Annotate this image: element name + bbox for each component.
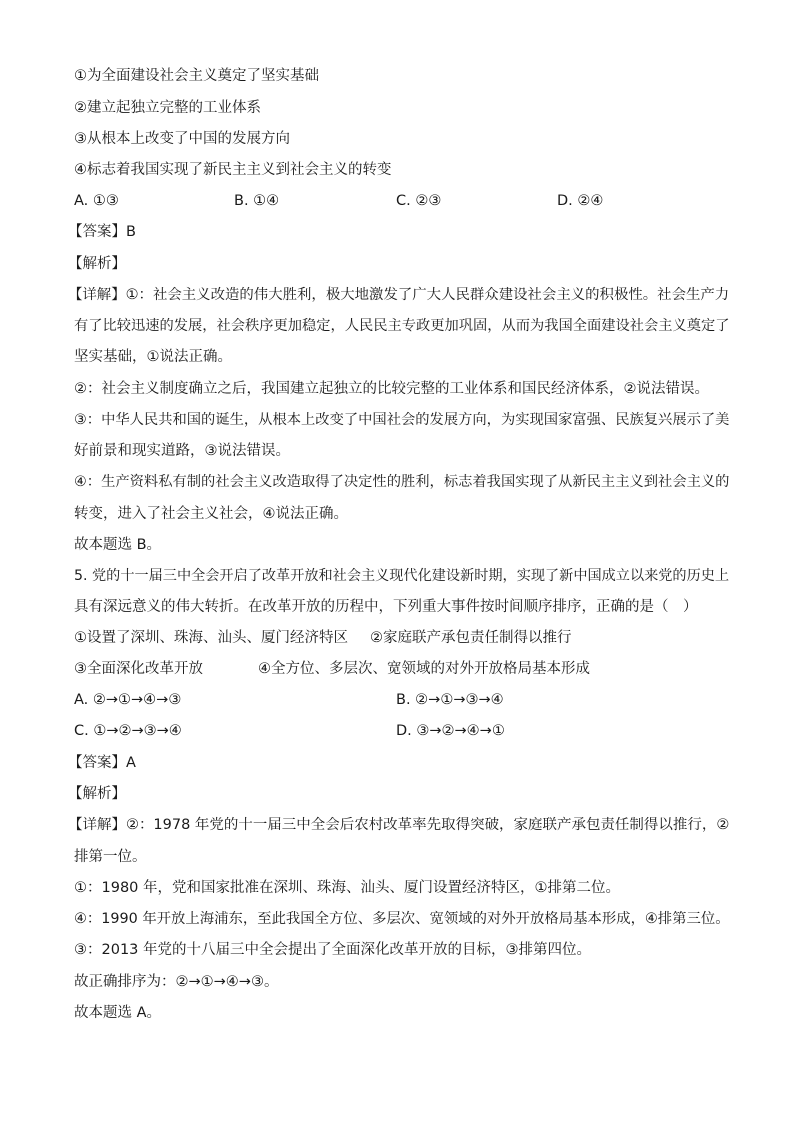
q5-analysis-label: 【解析】	[68, 786, 126, 802]
q5-stem-line-1: 5. 党的十一届三中全会开启了改革开放和社会主义现代化建设新时期，实现了新中国成立以来党的历史上	[74, 568, 730, 584]
q4-statement-2: ②建立起独立完整的工业体系	[74, 100, 261, 116]
q4-detail-line-8: 转变，进入了社会主义社会，④说法正确。	[74, 506, 348, 522]
q4-option-c: C. ②③	[396, 193, 442, 209]
q5-detail-line-5: ③：2013 年党的十八届三中全会提出了全面深化改革开放的目标，③排第四位。	[74, 942, 592, 958]
q5-detail-line-6: 故正确排序为：②→①→④→③。	[74, 974, 279, 990]
q5-detail-label: 【详解】	[68, 817, 126, 833]
q5-detail-line-3: ①：1980 年，党和国家批准在深圳、珠海、汕头、厦门设置经济特区，①排第二位。	[74, 880, 621, 896]
q4-answer	[68, 222, 136, 242]
q5-option-a: A. ②→①→④→③	[74, 692, 182, 708]
q5-option-b: B. ②→①→③→④	[396, 692, 504, 708]
q4-detail-line-7: ④：生产资料私有制的社会主义改造取得了决定性的胜利，标志着我国实现了从新民主主义到社会主义的	[74, 474, 730, 490]
q5-stem-line-2: 具有深远意义的伟大转折。在改革开放的历程中，下列重大事件按时间顺序排序，正确的是（ ）	[74, 599, 698, 615]
q4-statement-4: ④标志着我国实现了新民主主义到社会主义的转变	[74, 162, 392, 178]
q4-detail-line-6: 好前景和现实道路，③说法错误。	[74, 443, 290, 459]
q4-option-a: A. ①③	[74, 193, 119, 209]
q5-answer-label: 【答案】	[68, 755, 126, 771]
q5-detail-line-4: ④：1990 年开放上海浦东，至此我国全方位、多层次、宽领域的对外开放格局基本形成，④排第三位。	[74, 911, 730, 927]
q4-answer-label: 【答案】	[68, 224, 126, 240]
q4-detail-label: 【详解】	[68, 287, 126, 303]
q4-analysis-label: 【解析】	[68, 256, 126, 272]
q5-option-c: C. ①→②→③→④	[74, 723, 182, 739]
q5-item-3: ③全面深化改革开放	[74, 661, 203, 677]
q4-conclusion: 故本题选 B。	[74, 537, 162, 553]
q5-detail-text-1: ②：1978 年党的十一届三中全会后农村改革率先取得突破，家庭联产承包责任制得以推行，②	[125, 817, 730, 833]
q4-option-d: D. ②④	[557, 193, 604, 209]
q4-option-b: B. ①④	[234, 193, 280, 209]
q4-statement-1: ①为全面建设社会主义奠定了坚实基础	[74, 68, 319, 84]
q5-option-d: D. ③→②→④→①	[396, 723, 505, 739]
q5-item-2: ②家庭联产承包责任制得以推行	[370, 630, 572, 646]
q4-detail-text-1: ①：社会主义改造的伟大胜利，极大地激发了广大人民群众建设社会主义的积极性。社会生产力	[125, 287, 730, 303]
q5-answer-value: A	[126, 755, 136, 771]
q4-detail-line-1	[68, 285, 729, 305]
q5-detail-line-2: 排第一位。	[74, 849, 147, 865]
q4-answer-value: B	[126, 224, 136, 240]
q5-answer	[68, 753, 136, 773]
q5-item-1: ①设置了深圳、珠海、汕头、厦门经济特区	[74, 630, 348, 646]
q4-statement-3: ③从根本上改变了中国的发展方向	[74, 131, 290, 147]
q4-detail-line-4: ②：社会主义制度确立之后，我国建立起独立的比较完整的工业体系和国民经济体系，②说法错误。	[74, 381, 709, 397]
q4-detail-line-3: 坚实基础，①说法正确。	[74, 349, 232, 365]
q5-conclusion: 故本题选 A。	[74, 1005, 162, 1021]
q4-detail-line-2: 有了比较迅速的发展，社会秩序更加稳定，人民民主专政更加巩固，从而为我国全面建设社会主义奠定了	[74, 318, 730, 334]
q5-detail-line-1	[68, 815, 729, 835]
q5-item-4: ④全方位、多层次、宽领域的对外开放格局基本形成	[258, 661, 590, 677]
q4-detail-line-5: ③：中华人民共和国的诞生，从根本上改变了中国社会的发展方向，为实现国家富强、民族复兴展示了美	[74, 412, 730, 428]
